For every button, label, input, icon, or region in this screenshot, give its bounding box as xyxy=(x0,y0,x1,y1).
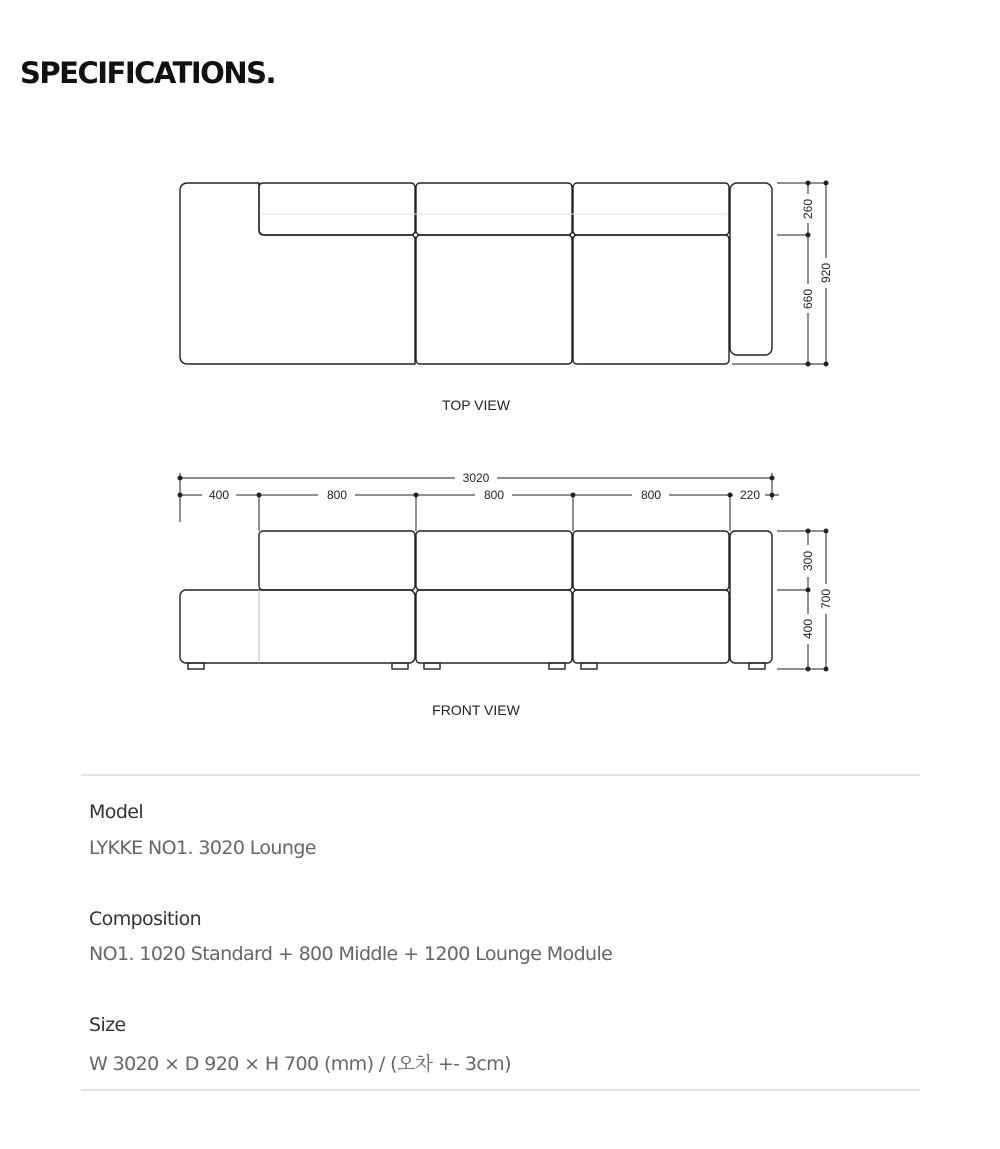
sofa-leg xyxy=(549,663,565,669)
back-cushion-1 xyxy=(259,183,415,235)
spec-model-label: Model xyxy=(89,801,144,823)
arm-outline xyxy=(730,183,772,355)
cushion-joint xyxy=(570,233,575,238)
dim-total-height: 700 xyxy=(819,588,833,610)
sofa-leg xyxy=(188,663,204,669)
divider-top xyxy=(81,774,920,776)
dim-module-2: 800 xyxy=(483,488,505,502)
seat-cushion-3 xyxy=(573,235,729,364)
spec-size-value: W 3020 × D 920 × H 700 (mm) / (오차 +- 3cm) xyxy=(89,1053,511,1075)
dim-total-depth: 920 xyxy=(819,262,833,284)
divider-bottom xyxy=(81,1089,920,1091)
spec-composition-label: Composition xyxy=(89,908,202,930)
top-view-caption: TOP VIEW xyxy=(442,397,510,413)
dim-back-depth: 260 xyxy=(801,198,815,220)
cushion-joint xyxy=(413,233,418,238)
dim-module-1: 800 xyxy=(326,488,348,502)
dim-arm-width: 220 xyxy=(739,488,761,502)
front-seat-3 xyxy=(573,590,729,663)
back-cushion-3 xyxy=(573,183,729,235)
spec-model-value: LYKKE NO1. 3020 Lounge xyxy=(89,837,316,859)
seat-cushion-2 xyxy=(416,235,572,364)
sofa-leg xyxy=(749,663,765,669)
sofa-leg xyxy=(424,663,440,669)
dim-module-3: 800 xyxy=(640,488,662,502)
spec-composition-value: NO1. 1020 Standard + 800 Middle + 1200 Lounge Module xyxy=(89,943,613,965)
back-cushion-2 xyxy=(416,183,572,235)
dim-total-width: 3020 xyxy=(462,471,490,485)
front-view xyxy=(180,531,772,669)
dim-seat-depth: 660 xyxy=(801,288,815,310)
dim-seat-height: 400 xyxy=(801,618,815,640)
sofa-leg xyxy=(392,663,408,669)
lounge-seat-outline xyxy=(180,183,415,364)
front-lounge-seat xyxy=(180,590,415,663)
front-view-caption: FRONT VIEW xyxy=(432,702,520,718)
front-seat-2 xyxy=(416,590,572,663)
front-arm xyxy=(730,531,772,663)
dim-lounge-extension: 400 xyxy=(208,488,230,502)
top-view xyxy=(180,183,772,364)
spec-size-label: Size xyxy=(89,1014,126,1036)
front-back-3 xyxy=(573,531,729,590)
front-back-2 xyxy=(416,531,572,590)
dim-back-height: 300 xyxy=(801,550,815,572)
sofa-leg xyxy=(581,663,597,669)
page-title: SPECIFICATIONS. xyxy=(20,56,275,90)
front-back-1 xyxy=(259,531,415,590)
